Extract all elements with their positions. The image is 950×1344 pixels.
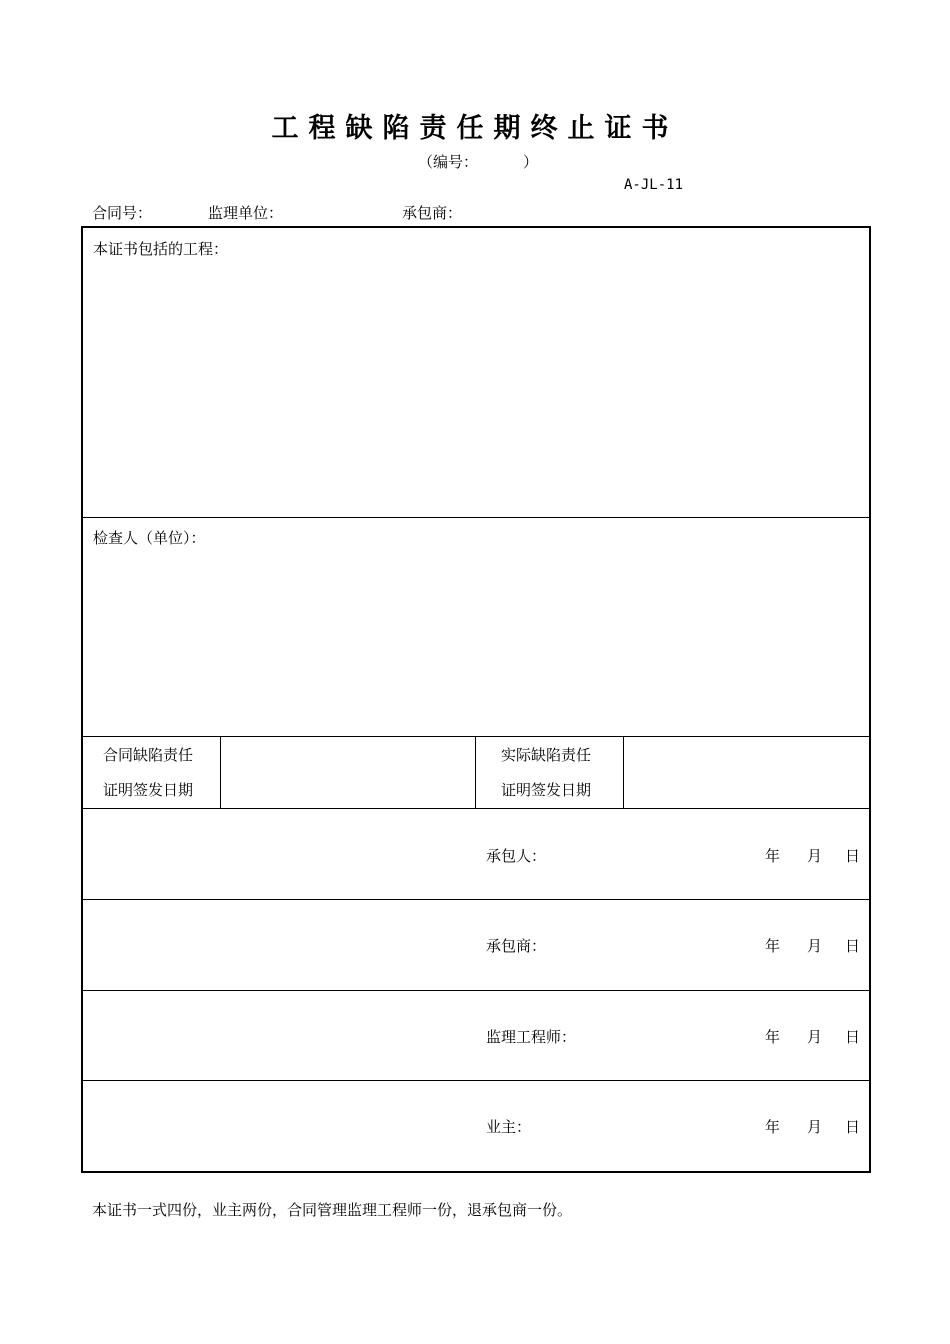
- day-label: 日: [845, 1028, 861, 1046]
- signature-label-contractor: 承包商：: [486, 937, 547, 955]
- year-label: 年: [765, 1028, 781, 1046]
- inspector-label: 检查人（单位）：: [93, 529, 206, 547]
- day-label: 日: [845, 1118, 861, 1136]
- month-label: 月: [807, 937, 823, 955]
- divider: [220, 737, 221, 808]
- year-label: 年: [765, 1118, 781, 1136]
- divider: [475, 737, 476, 808]
- serial-number: [418, 151, 539, 172]
- serial-close: ）: [523, 153, 539, 171]
- month-label: 月: [807, 847, 823, 865]
- supervisor-unit-label: 监理单位：: [208, 204, 284, 222]
- document-title: 工程缺陷责任期终止证书: [271, 113, 679, 144]
- signature-label-supervisor: 监理工程师：: [486, 1028, 577, 1046]
- month-label: 月: [807, 1118, 823, 1136]
- works-included-label: 本证书包括的工程：: [93, 240, 229, 258]
- signature-label-contractor-person: 承包人：: [486, 847, 547, 865]
- divider: [83, 990, 869, 991]
- month-label: 月: [807, 1028, 823, 1046]
- divider: [623, 737, 624, 808]
- contractor-label: 承包商：: [402, 204, 463, 222]
- serial-open: （编号：: [418, 153, 479, 171]
- day-label: 日: [845, 847, 861, 865]
- actual-date-label-line2: 证明签发日期: [501, 781, 592, 799]
- contract-no-label: 合同号：: [92, 204, 153, 222]
- footer-note: 本证书一式四份，业主两份，合同管理监理工程师一份，退承包商一份。: [92, 1201, 573, 1219]
- divider: [83, 517, 869, 518]
- day-label: 日: [845, 937, 861, 955]
- form-code: A-JL-11: [624, 177, 684, 193]
- divider: [83, 808, 869, 809]
- contract-date-label-line1: 合同缺陷责任: [103, 746, 194, 764]
- certificate-form: [81, 226, 871, 1173]
- divider: [83, 736, 869, 737]
- divider: [83, 1080, 869, 1081]
- year-label: 年: [765, 937, 781, 955]
- contract-date-label-line2: 证明签发日期: [103, 781, 194, 799]
- actual-date-label-line1: 实际缺陷责任: [501, 746, 592, 764]
- divider: [83, 899, 869, 900]
- signature-label-owner: 业主：: [486, 1118, 532, 1136]
- year-label: 年: [765, 847, 781, 865]
